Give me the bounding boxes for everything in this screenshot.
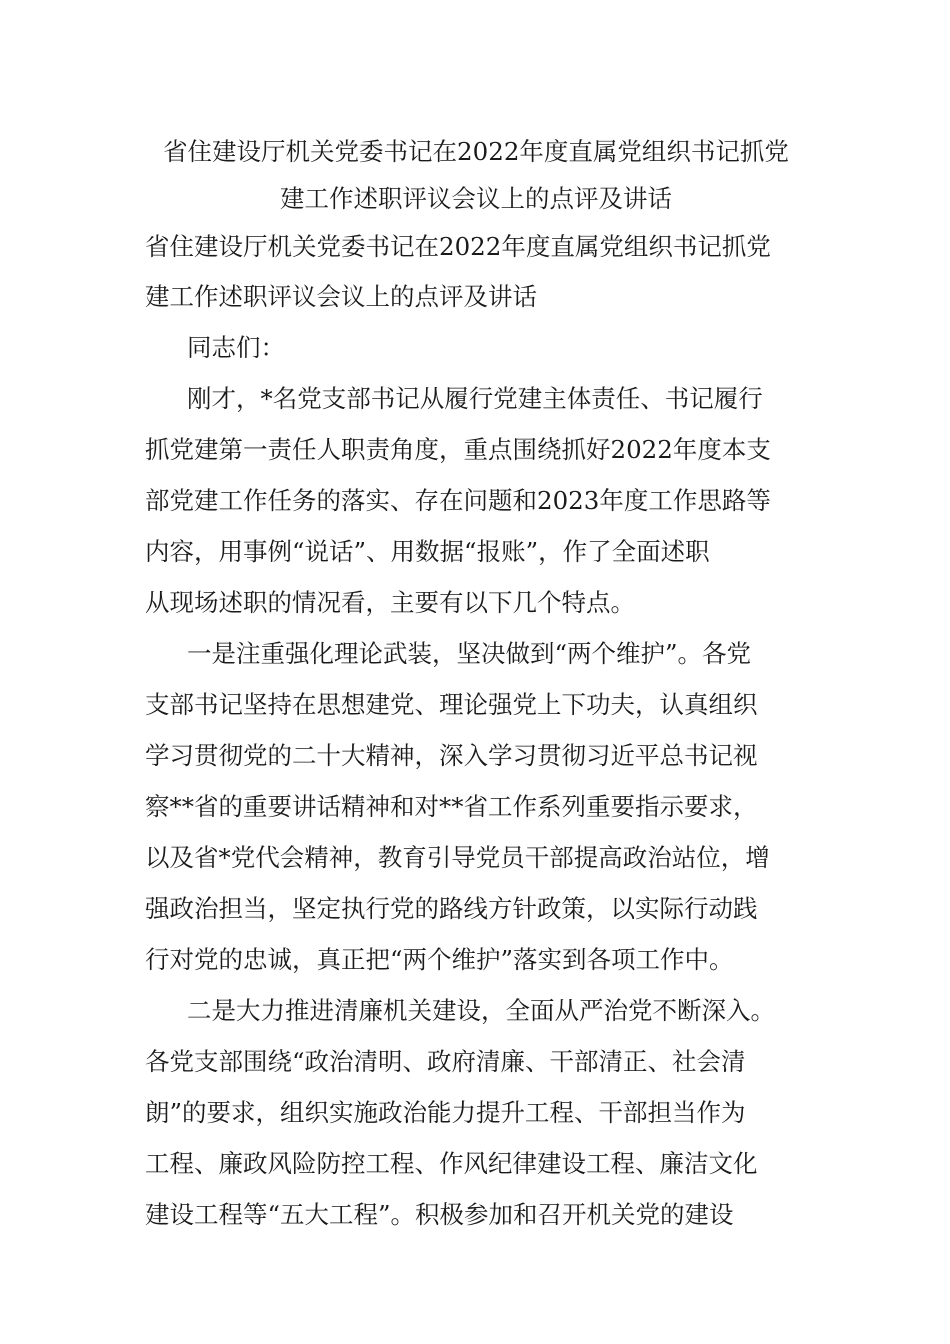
paragraph-line: 刚才，*名党支部书记从履行党建主体责任、书记履行 (187, 384, 763, 413)
paragraph-line: 强政治担当，坚定执行党的路线方针政策，以实际行动践 (145, 894, 758, 923)
paragraph-line: 支部书记坚持在思想建党、理论强党上下功夫，认真组织 (145, 690, 758, 719)
paragraph-line: 各党支部围绕“政治清明、政府清廉、干部清正、社会清 (145, 1047, 746, 1076)
paragraph-line: 学习贯彻党的二十大精神，深入学习贯彻习近平总书记视 (145, 741, 758, 770)
paragraph-line: 抓党建第一责任人职责角度，重点围绕抓好2022年度本支 (145, 435, 771, 464)
paragraph-line: 一是注重强化理论武装，坚决做到“两个维护”。各党 (187, 639, 752, 668)
paragraph-3 (145, 985, 807, 1240)
paragraph-line: 建设工程等“五大工程”。积极参加和召开机关党的建设 (145, 1200, 734, 1229)
salutation: 同志们： (187, 333, 285, 362)
paragraph-1 (145, 373, 807, 628)
document-title-line-1: 省住建设厅机关党委书记在2022年度直属党组织书记抓党 (163, 137, 789, 166)
paragraph-line: 从现场述职的情况看，主要有以下几个特点。 (145, 588, 635, 617)
paragraph-line: 以及省*党代会精神，教育引导党员干部提高政治站位，增 (145, 843, 770, 872)
paragraph-line: 工程、廉政风险防控工程、作风纪律建设工程、廉洁文化 (145, 1149, 758, 1178)
paragraph-line: 朗”的要求，组织实施政治能力提升工程、干部担当作为 (145, 1098, 746, 1127)
paragraph-line: 行对党的忠诚，真正把“两个维护”落实到各项工作中。 (145, 945, 734, 974)
paragraph-line: 部党建工作任务的落实、存在问题和2023年度工作思路等 (145, 486, 771, 515)
paragraph-line: 二是大力推进清廉机关建设，全面从严治党不断深入。 (187, 996, 775, 1025)
repeated-title-line-2: 建工作述职评议会议上的点评及讲话 (145, 282, 537, 311)
repeated-title-line-1: 省住建设厅机关党委书记在2022年度直属党组织书记抓党 (145, 232, 771, 261)
paragraph-line: 察**省的重要讲话精神和对**省工作系列重要指示要求， (145, 792, 758, 821)
paragraph-line: 内容，用事例“说话”、用数据“报账”，作了全面述职 (145, 537, 710, 566)
paragraph-2 (145, 628, 807, 985)
document-page (145, 128, 807, 1240)
document-title-line-2: 建工作述职评议会议上的点评及讲话 (280, 184, 672, 213)
